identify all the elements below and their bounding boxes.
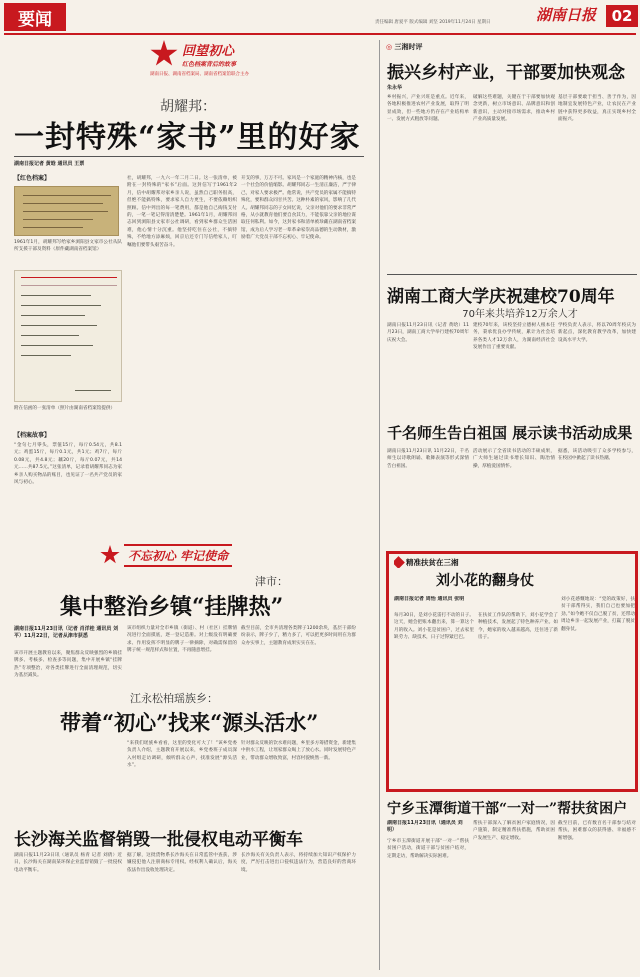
- commentary-column: 基层干部要敢于担当、善于作为，因地制宜发展特色产业，让农民在产业链中获得更多收益，真正实现乡村全面振兴。: [558, 95, 636, 123]
- article2-column: 该市开展主题教育以来，聚焦群众反映强烈的乡镇挂牌多、考核多、检查多等问题，集中开展乡镇“挂牌热”专项整治，对各类挂牌进行全面清理规范，切实为基层减负。: [14, 651, 122, 679]
- article3-column: “来我们瑶族乡看看，这里的变化可大了！”该乡党委负责人介绍，主题教育开展以来，乡党委班子成员深入村组走访调研，倾听群众心声，找准发展“源头活水”。: [127, 741, 237, 769]
- article1-byline: 湖南日报记者 黄晗 通讯员 王票: [14, 161, 85, 167]
- article7-column: 活动展示了全省读书活动的丰硕成果，广大师生通过读书增长知识、陶冶情操，厚植爱国情怀。: [473, 449, 555, 469]
- article9-byline: 湖南日报11月23日讯（通讯员 刘明）: [387, 820, 463, 833]
- highlight-column: 刘小花感慨地说：“党的政策好，扶贫干部帮得实，我们自己也要加把劲。”如今她不仅自己脱了贫，还带动周边乡亲一起发展产业，打赢了脱贫翻身仗。: [561, 597, 635, 632]
- article4-headline[interactable]: 长沙海关监督销毁一批侵权电动平衡车: [14, 830, 303, 849]
- article4-column: 湖南日报11月23日讯（通讯员 杨青 记者 刘倩）近日，长沙海关在湖南某环保企业监督销毁了一批侵权电动平衡车。: [14, 853, 122, 873]
- photo-caption-2: 附在信函的一张清单（照片由湖南省档案馆提供）: [14, 406, 116, 411]
- article2-column: 截至目前，全市共清理各类牌子1200余块，基层干部纷纷表示，牌子少了，精力多了，可以把更多时间用在为群众办实事上，主题教育成果实实在在。: [241, 626, 356, 646]
- article1-column: 社，胡耀邦，一九六一年二月二日。这一张清单，被附在一封特殊的“家书”后面。这封信写于1961年2月，信中胡耀邦对家乡亲人说，虽然自己职务很高，但绝不能搞特殊，要求家人自力更生，不要依赖组织照顾。信中列出的每一笔费用，都是他自己掏钱支付的，一笔一笔记得清清楚楚。1961年1月，胡耀邦同志回到浏阳县文家市公社调研，看到家乡群众生活困难，他心情十分沉重。他坚持吃住在公社，不搞特殊，不给地方添麻烦，回京后还专门写信给家人，叮嘱他们要带头艰苦奋斗。: [127, 176, 237, 248]
- article9-column: 宁乡市玉潭街道开展干部“一对一”帮扶贫困户活动，街道干部与贫困户结对，定期走访，帮助解决实际困难。: [387, 839, 469, 859]
- article6-subhead: 70年来共培养12万余人才: [462, 309, 578, 319]
- article6-column: 建校70年来，该校坚持立德树人根本任务，秉承优良办学传统，累计为社会培养各类人才12万余人，为湖南经济社会发展作出了重要贡献。: [473, 323, 555, 351]
- article2-byline: 湖南日报11月23日讯（记者 肖洋桂 通讯员 刘平）11月22日，记者从津市获悉: [14, 626, 119, 639]
- star-icon: [150, 40, 178, 68]
- photo-caption: 1961年1月，胡耀邦写给家乡浏阳县文家市公社从队所支援干部及资料（原件藏湖南省档案馆）: [14, 240, 122, 253]
- banner-sub: 红色档案背后的故事: [182, 61, 237, 68]
- list-document-photo: [14, 270, 122, 402]
- commentary-byline: 朱永华: [387, 85, 403, 91]
- page-number: 02: [606, 5, 638, 27]
- article3-headline[interactable]: 带着“初心”找来“源头活水”: [60, 710, 319, 735]
- masthead-meta: 责任编辑 唐爱平 版式编辑 刘坚 2019年11月24日 星期日: [375, 20, 491, 25]
- article1-column: 开支的事，万万不可。家风是一个家庭的精神内核，也是一个社会的价值缩影。胡耀邦同志一生清正廉洁，严于律己，对家人要求极严。他常说，共产党员的家属不能搞特殊化，要和群众同甘共苦。这种朴素的家风，影响了几代人。胡耀邦同志的子女回忆说，父亲对他们的要求非常严格，从小就教育他们要自食其力，不能依靠父亲的地位谋取任何私利。如今，这封家书和清单被珍藏在湖南省档案馆，成为后人学习老一辈革命家崇高品德的生动教材，激励着广大党员干部不忘初心、牢记使命。: [241, 176, 356, 241]
- article7-column: 据悉，该活动吸引了众多学校参与，在校园中掀起了读书热潮。: [558, 449, 636, 462]
- headline-rule: [14, 156, 364, 157]
- article2-column: 该市组织力量对全市乡镇（街道）、村（社区）挂牌情况进行全面摸底，逐一登记造册。对上级没有明确要求、作用发挥不明显的牌子一律摘除，对确需保留的牌子统一规范样式和位置，不再随意增挂。: [127, 626, 237, 654]
- article6-headline[interactable]: 湖南工商大学庆祝建校70周年: [387, 287, 615, 306]
- paper-logo: 湖南日报: [536, 6, 597, 24]
- archive-label: 【档案故事】: [14, 432, 51, 439]
- commentary-headline[interactable]: 振兴乡村产业，干部要加快观念: [387, 63, 625, 82]
- article7-headline[interactable]: 千名师生告白祖国 展示读书活动成果: [387, 424, 633, 442]
- article9-headline[interactable]: 宁乡玉潭街道干部“一对一”帮扶贫困户: [387, 801, 628, 817]
- article1-headline[interactable]: 一封特殊“家书”里的好家: [14, 120, 361, 152]
- article6-column: 湖南日报11月23日讯（记者 黄晗）11月23日，湖南工商大学举行建校70周年庆祝大会。: [387, 323, 469, 343]
- section-separator: [387, 274, 637, 275]
- banner-title: 回望初心: [182, 44, 235, 59]
- highlight-byline: 湖南日报记者 周怡 通讯员 张明: [394, 596, 465, 602]
- article6-column: 学校负责人表示，将以70周年校庆为新起点，深化教育教学改革，加快建设高水平大学。: [558, 323, 636, 343]
- article2-headline[interactable]: 集中整治乡镇“挂牌热”: [60, 594, 284, 620]
- commentary-column: 乡村振兴，产业兴旺是重点。近年来，各地积极推进农村产业发展，取得了明显成效，但一些地方仍存在产业结构单一、发展方式粗放等问题。: [387, 95, 469, 123]
- highlight-label-text: 精准扶贫在三湘: [406, 557, 459, 567]
- article3-kicker: 江永松柏瑶族乡：: [130, 692, 218, 704]
- masthead-rule: [4, 33, 636, 35]
- article4-column: 据了解，这批货物系长沙海关在日常监管中查获，涉嫌侵犯他人注册商标专用权。经权利人确认后，海关依法作出没收处理决定。: [127, 853, 237, 873]
- column-divider: [379, 40, 380, 970]
- letter-photo: [14, 186, 119, 236]
- photo-label: 【红色档案】: [14, 175, 51, 182]
- article2-kicker: 津市：: [255, 575, 288, 587]
- article9-column: 截至目前，已有数百名干部参与结对帮扶，困难群众的获得感、幸福感不断增强。: [558, 821, 636, 841]
- highlight-column: 每月30日，是刘小花雷打不动的日子。这天，她会把账本翻出来，算一算这个月的收入。刘小花是贫困户，过去家里缺劳力、缺技术，日子过得紧巴巴。: [394, 613, 474, 641]
- article9-column: 帮扶干部深入了解贫困户家庭情况，因户施策，制定精准帮扶措施，帮助贫困户发展生产、稳定增收。: [473, 821, 555, 841]
- highlight-label: [394, 556, 484, 568]
- campaign-title: 不忘初心 牢记使命: [124, 544, 232, 567]
- commentary-label: ◎ 三湘时评: [386, 43, 423, 51]
- diamond-icon: [394, 556, 405, 568]
- article1-kicker: 胡耀邦：: [160, 99, 216, 114]
- article7-column: 湖南日报11月23日讯 11月22日，千名师生以诗歌朗诵、歌舞表演等形式深情告白祖国。: [387, 449, 469, 469]
- article4-column: 长沙海关有关负责人表示，将持续加大知识产权保护力度，严厉打击进出口侵权违法行为，营造良好的营商环境。: [241, 853, 356, 873]
- commentary-label-text: 三湘时评: [394, 43, 423, 51]
- series-banner: [150, 40, 320, 88]
- campaign-banner: [100, 540, 250, 570]
- star-icon: [100, 545, 120, 565]
- archive-text: “金句七月零头，票值15斤，每斤0.54元，共8.1元；鸡蛋15斤，每斤0.1元，共1元；鸡7斤，每斤0.08元，共4.8元；藕20斤，每斤0.07元，共14元……共87.5元。”这张清单，记录着胡耀邦同志为家乡亲人购买物品的账目，也见证了一名共产党员的家风与初心。: [14, 443, 122, 486]
- highlight-column: 在扶贫工作队的帮助下，刘小花学会了种植技术，发展起了特色种养产业。如今，她家的收入越来越高，还住进了新房子。: [478, 613, 558, 641]
- section-badge: 要闻: [4, 3, 66, 31]
- commentary-column: 破解这些难题，关键在于干部要加快观念更新，树立市场意识、品牌意识和创新意识，主动对接市场需求，推动乡村产业高质量发展。: [473, 95, 555, 123]
- article3-column: 针对群众反映的饮水难问题，乡里多方筹措资金，新建集中供水工程，让瑶家群众喝上了放心水。同时发展特色产业，带动群众增收致富，村容村貌焕然一新。: [241, 741, 356, 761]
- highlight-headline[interactable]: 刘小花的翻身仗: [436, 573, 534, 589]
- banner-tag: 湖南日报、湖南省档案局、湖南省档案馆联合主办: [150, 72, 249, 77]
